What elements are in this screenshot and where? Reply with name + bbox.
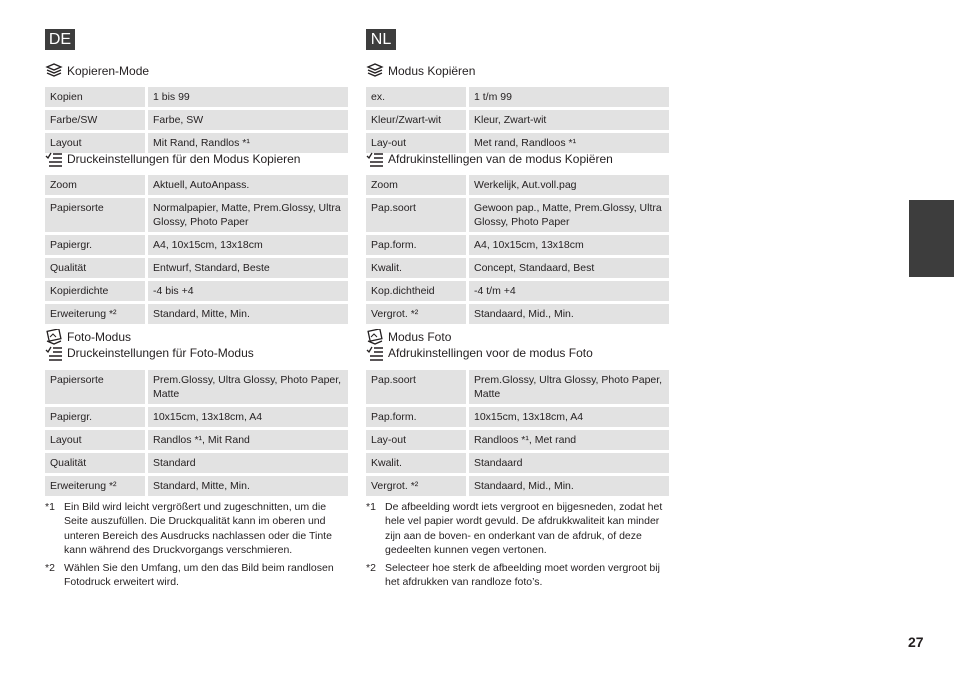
setting-name: Kleur/Zwart-wit <box>366 109 468 132</box>
setting-name: Farbe/SW <box>45 109 147 132</box>
section-title: Foto-Modus <box>67 330 132 344</box>
section-heading <box>366 63 669 79</box>
section-title: Afdrukinstellingen van de modus Kopiëren <box>388 152 613 166</box>
setting-name: Erweiterung *² <box>45 303 147 326</box>
section-heading <box>366 151 669 167</box>
section-subtitle: Afdrukinstellingen voor de modus Foto <box>388 346 593 360</box>
setting-value: Randloos *¹, Met rand <box>468 429 670 452</box>
setting-value: Kleur, Zwart-wit <box>468 109 670 132</box>
section-photo-mode-de <box>45 329 348 499</box>
table-row <box>45 87 348 109</box>
copy-mode-icon <box>45 63 63 79</box>
table-row <box>366 303 669 326</box>
footnote <box>366 561 669 590</box>
setting-value: A4, 10x15cm, 13x18cm <box>147 234 349 257</box>
footnote-text: Wählen Sie den Umfang, um den das Bild beim randlosen Fotodruck erweitert wird. <box>64 562 334 589</box>
setting-value: Standard <box>147 452 349 475</box>
table-row <box>45 429 348 452</box>
setting-value: Aktuell, AutoAnpass. <box>147 175 349 197</box>
table-row <box>366 370 669 406</box>
section-heading <box>45 63 348 79</box>
setting-name: Vergrot. *² <box>366 475 468 498</box>
setting-value: Standard, Mitte, Min. <box>147 475 349 498</box>
table-row <box>45 406 348 429</box>
setting-name: Kopien <box>45 87 147 109</box>
table-row <box>366 452 669 475</box>
footnote-mark: *1 <box>45 501 55 513</box>
table-row <box>45 475 348 498</box>
setting-value: Standaard <box>468 452 670 475</box>
setting-value: Farbe, SW <box>147 109 349 132</box>
table-row <box>366 257 669 280</box>
section-print-settings-copy-de <box>45 151 348 327</box>
section-title: Druckeinstellungen für den Modus Kopieren <box>67 152 301 166</box>
setting-name: Layout <box>45 132 147 155</box>
table-row <box>45 197 348 234</box>
table-row <box>45 370 348 406</box>
footnote-text: De afbeelding wordt iets vergroot en bijgesneden, zodat het hele vel papier wordt gevuld. De afdrukkwaliteit kan minder zijn aan de boven- en onderkant van de afdruk, of deze gedeelten kunnen vegen vertonen. <box>385 501 663 556</box>
setting-name: Pap.form. <box>366 406 468 429</box>
settings-table <box>45 175 348 327</box>
table-row <box>45 452 348 475</box>
setting-value: Mit Rand, Randlos *¹ <box>147 132 349 155</box>
settings-table <box>366 370 669 499</box>
section-heading <box>45 151 348 167</box>
section-subheading <box>45 345 348 361</box>
setting-value: Gewoon pap., Matte, Prem.Glossy, Ultra Glossy, Photo Paper <box>468 197 670 234</box>
footnote-mark: *2 <box>45 562 55 575</box>
setting-name: Papiergr. <box>45 234 147 257</box>
table-row <box>366 175 669 197</box>
section-heading <box>45 329 348 345</box>
section-photo-mode-nl <box>366 329 669 499</box>
setting-name: Kwalit. <box>366 452 468 475</box>
section-copy-mode-de <box>45 63 348 156</box>
setting-value: -4 bis +4 <box>147 280 349 303</box>
setting-name: Qualität <box>45 257 147 280</box>
side-tab-marker <box>909 200 954 277</box>
table-row <box>366 87 669 109</box>
footnote-text: Ein Bild wird leicht vergrößert und zugeschnitten, um die Seite auszufüllen. Die Druckqualität kann im oberen und unteren Bereich des Ausdrucks nachlassen oder die Tinte kann während des Druckvorgangs verschmieren. <box>64 501 332 556</box>
settings-list-icon <box>366 151 384 167</box>
setting-name: Pap.soort <box>366 370 468 406</box>
settings-table <box>366 87 669 156</box>
settings-list-icon <box>45 151 63 167</box>
setting-value: Werkelijk, Aut.voll.pag <box>468 175 670 197</box>
section-subheading <box>366 345 669 361</box>
setting-name: Lay-out <box>366 132 468 155</box>
footnote <box>45 561 348 590</box>
setting-value: A4, 10x15cm, 13x18cm <box>468 234 670 257</box>
section-title: Kopieren-Mode <box>67 64 150 78</box>
setting-value: -4 t/m +4 <box>468 280 670 303</box>
settings-table <box>366 175 669 327</box>
setting-value: Prem.Glossy, Ultra Glossy, Photo Paper, Matte <box>147 370 349 406</box>
setting-value: Concept, Standaard, Best <box>468 257 670 280</box>
setting-value: Met rand, Randloos *¹ <box>468 132 670 155</box>
table-row <box>366 429 669 452</box>
language-badge-de: DE <box>45 29 75 50</box>
section-heading <box>366 329 669 345</box>
table-row <box>366 475 669 498</box>
setting-value: Standard, Mitte, Min. <box>147 303 349 326</box>
setting-value: 10x15cm, 13x18cm, A4 <box>468 406 670 429</box>
footnote-mark: *2 <box>366 562 376 575</box>
setting-name: ex. <box>366 87 468 109</box>
page-number: 27 <box>908 634 924 650</box>
table-row <box>366 234 669 257</box>
setting-name: Qualität <box>45 452 147 475</box>
settings-list-icon <box>45 345 63 361</box>
footnote <box>45 500 348 557</box>
section-title: Modus Foto <box>388 330 452 344</box>
setting-name: Papiersorte <box>45 197 147 234</box>
setting-name: Kopierdichte <box>45 280 147 303</box>
setting-name: Zoom <box>366 175 468 197</box>
section-subtitle: Druckeinstellungen für Foto-Modus <box>67 346 254 360</box>
table-row <box>366 197 669 234</box>
setting-name: Zoom <box>45 175 147 197</box>
setting-name: Papiersorte <box>45 370 147 406</box>
copy-mode-icon <box>366 63 384 79</box>
setting-value: Normalpapier, Matte, Prem.Glossy, Ultra Glossy, Photo Paper <box>147 197 349 234</box>
table-row <box>45 175 348 197</box>
setting-name: Kop.dichtheid <box>366 280 468 303</box>
settings-table <box>45 370 348 499</box>
table-row <box>366 280 669 303</box>
photo-mode-icon <box>366 329 384 345</box>
table-row <box>366 109 669 132</box>
footnote-text: Selecteer hoe sterk de afbeelding moet worden vergroot bij het afdrukken van randloze foto’s. <box>385 562 660 589</box>
section-print-settings-copy-nl <box>366 151 669 327</box>
setting-name: Kwalit. <box>366 257 468 280</box>
footnotes-de <box>45 500 348 594</box>
setting-name: Pap.form. <box>366 234 468 257</box>
setting-name: Layout <box>45 429 147 452</box>
setting-value: 1 bis 99 <box>147 87 349 109</box>
setting-value: Prem.Glossy, Ultra Glossy, Photo Paper, Matte <box>468 370 670 406</box>
photo-mode-icon <box>45 329 63 345</box>
table-row <box>45 303 348 326</box>
setting-name: Lay-out <box>366 429 468 452</box>
footnote-mark: *1 <box>366 501 376 513</box>
footnotes-nl <box>366 500 669 594</box>
table-row <box>45 109 348 132</box>
setting-value: 10x15cm, 13x18cm, A4 <box>147 406 349 429</box>
section-title: Modus Kopiëren <box>388 64 476 78</box>
settings-table <box>45 87 348 156</box>
setting-value: 1 t/m 99 <box>468 87 670 109</box>
setting-value: Entwurf, Standard, Beste <box>147 257 349 280</box>
setting-value: Standaard, Mid., Min. <box>468 303 670 326</box>
setting-name: Papiergr. <box>45 406 147 429</box>
setting-value: Randlos *¹, Mit Rand <box>147 429 349 452</box>
footnote <box>366 500 669 557</box>
table-row <box>45 234 348 257</box>
table-row <box>45 280 348 303</box>
table-row <box>366 406 669 429</box>
setting-name: Pap.soort <box>366 197 468 234</box>
section-copy-mode-nl <box>366 63 669 156</box>
setting-name: Vergrot. *² <box>366 303 468 326</box>
setting-name: Erweiterung *² <box>45 475 147 498</box>
table-row <box>45 257 348 280</box>
setting-value: Standaard, Mid., Min. <box>468 475 670 498</box>
settings-list-icon <box>366 345 384 361</box>
language-badge-nl: NL <box>366 29 396 50</box>
